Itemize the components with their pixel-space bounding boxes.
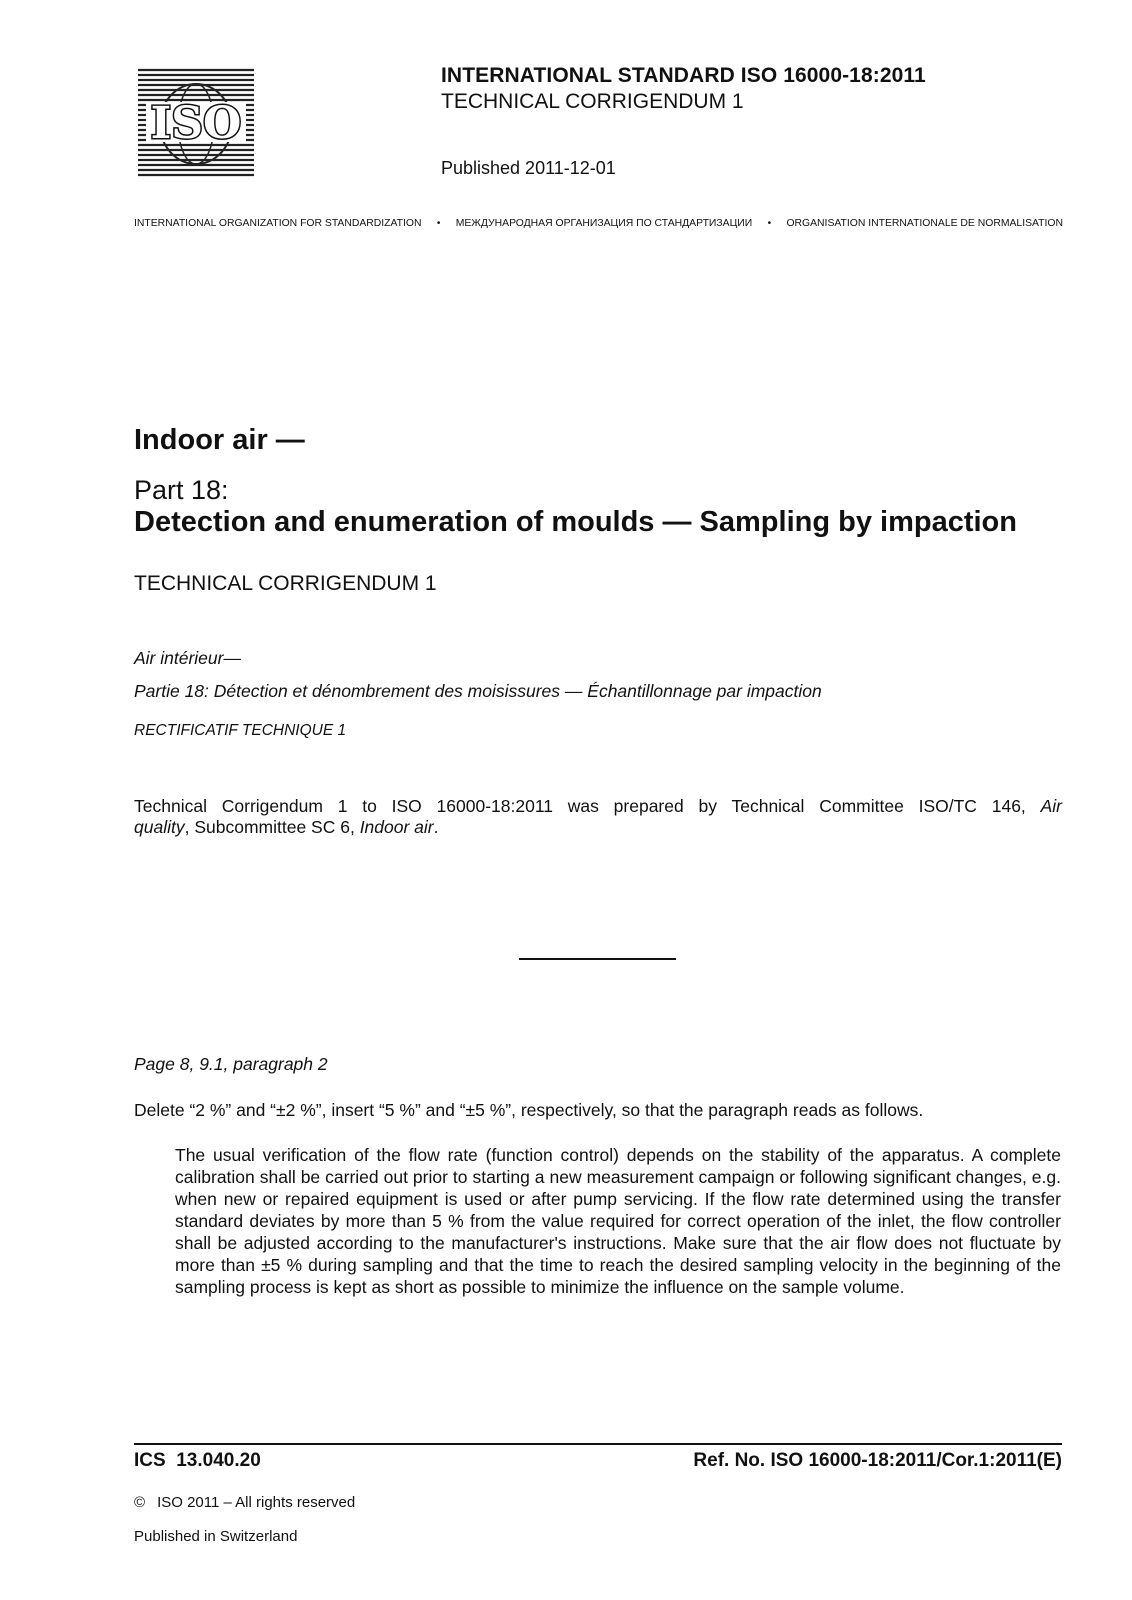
- publication-place: Published in Switzerland: [134, 1528, 298, 1545]
- french-rectificatif: RECTIFICATIF TECHNIQUE 1: [134, 722, 347, 739]
- foreword-indoor-air-italic: Indoor air: [359, 817, 434, 837]
- copyright-text: ISO 2011 – All rights reserved: [157, 1494, 356, 1511]
- iso-logo: [138, 68, 254, 180]
- document-title: Indoor air —: [134, 424, 305, 456]
- reference-number: Ref. No. ISO 16000-18:2011/Cor.1:2011(E): [693, 1450, 1062, 1471]
- foreword-period: .: [433, 817, 439, 837]
- foreword-committee-italic: Air: [1040, 796, 1062, 816]
- standard-title: INTERNATIONAL STANDARD ISO 16000-18:2011: [441, 64, 926, 87]
- foreword-text: Technical Corrigendum 1 to ISO 16000-18:2011 was prepared by Technical Committee ISO/TC 146,: [134, 796, 1026, 816]
- foreword-subcommittee: , Subcommittee SC 6,: [184, 817, 355, 837]
- org-name-english: INTERNATIONAL ORGANIZATION FOR STANDARDIZATION: [134, 218, 422, 229]
- copyright-icon: ©: [134, 1494, 146, 1511]
- ics-code: ICS 13.040.20: [134, 1450, 261, 1471]
- iso-logo-text: ISO: [150, 98, 242, 149]
- french-part: Partie 18: Détection et dénombrement des moisissures — Échantillonnage par impaction: [134, 681, 822, 701]
- org-separator: •: [767, 218, 772, 229]
- section-separator: [519, 958, 676, 960]
- foreword-quality-italic: quality: [134, 817, 185, 837]
- organization-line: [134, 218, 1063, 229]
- published-date: Published 2011-12-01: [441, 158, 616, 178]
- corrected-paragraph: The usual verification of the flow rate (function control) depends on the stability of the apparatus. A complete calibration shall be carried out prior to starting a new measurement campaign or following significant changes, e.g. when new or repaired equipment is used or after pump servicing. If the flow rate determined using the transfer standard deviates by more than 5 % from the value required for correct operation of the inlet, the flow controller shall be adjusted according to the manufacturer's instructions. Make sure that the air flow does not fluctuate by more than ±5 % during sampling and that the time to reach the desired sampling velocity in the beginning of the sampling process is kept as short as possible to minimize the influence on the sample volume.: [175, 1145, 1061, 1297]
- french-title: Air intérieur—: [134, 648, 241, 668]
- org-separator: •: [436, 218, 441, 229]
- document-part: Part 18:: [134, 475, 229, 505]
- org-name-french: ORGANISATION INTERNATIONALE DE NORMALISATION: [786, 218, 1063, 229]
- footer-rule: [134, 1443, 1062, 1445]
- standard-corrigendum: TECHNICAL CORRIGENDUM 1: [441, 90, 744, 113]
- foreword-paragraph: [134, 796, 1062, 838]
- copyright-line: [134, 1494, 355, 1511]
- correction-instruction: Delete “2 %” and “±2 %”, insert “5 %” and “±5 %”, respectively, so that the paragraph reads as follows.: [134, 1100, 924, 1120]
- org-name-russian: МЕЖДУНАРОДНАЯ ОРГАНИЗАЦИЯ ПО СТАНДАРТИЗАЦИИ: [455, 218, 753, 229]
- document-subtitle: Detection and enumeration of moulds — Sampling by impaction: [134, 506, 1017, 538]
- correction-page-reference: Page 8, 9.1, paragraph 2: [134, 1054, 328, 1074]
- document-corrigendum-label: TECHNICAL CORRIGENDUM 1: [134, 572, 437, 595]
